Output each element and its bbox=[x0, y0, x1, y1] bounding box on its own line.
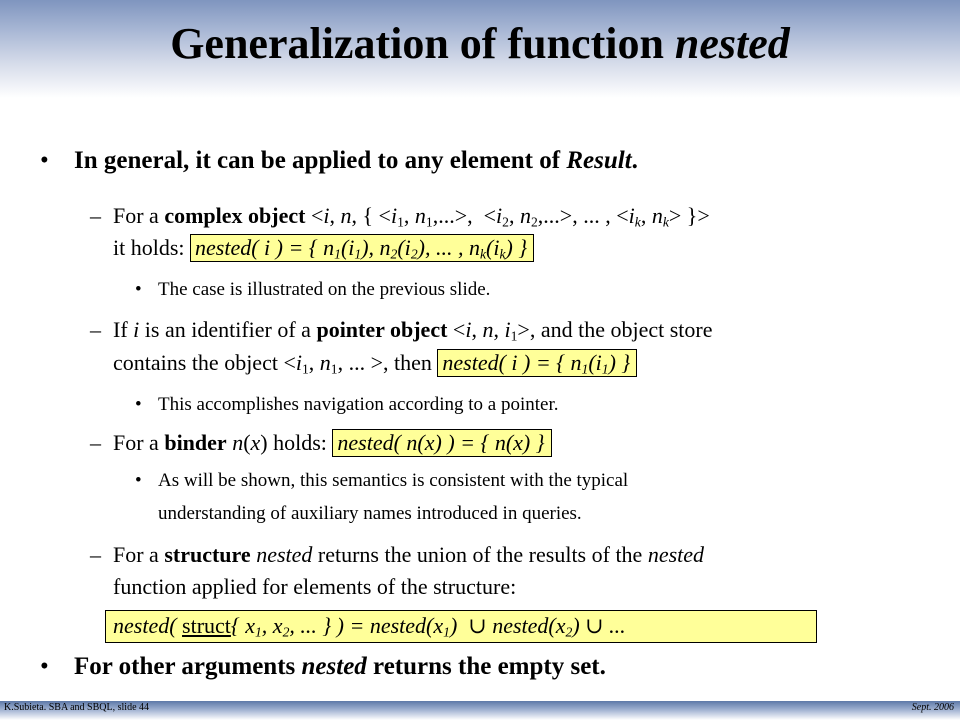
bullet-dot-small: • bbox=[135, 394, 142, 415]
bullet-dot-small: • bbox=[135, 279, 142, 300]
structure-line-1: For a structure nested returns the union of the results of the nested bbox=[113, 542, 705, 567]
formula-binder: nested( n(x) ) = { n(x) } bbox=[332, 429, 551, 457]
bullet-dot: • bbox=[40, 147, 49, 174]
bullet-dot-small: • bbox=[135, 470, 142, 491]
dash-marker: – bbox=[90, 317, 101, 342]
complex-object-holds: it holds: nested( i ) = { $n_1(i_1)$, $n_2(i_2)$, ... , $n_k(i_k)$ } bbox=[113, 235, 534, 261]
footer-date: Sept. 2006 bbox=[911, 702, 954, 713]
bullet-general: In general, it can be applied to any element of Result. bbox=[74, 147, 638, 174]
binder-line: For a binder n(x) holds: nested( n(x) ) = { n(x) } bbox=[113, 430, 552, 456]
pointer-object-contains: contains the object $<i_1$, $n_1$, ... >, then nested( i ) = { $n_1(i_1)$ } bbox=[113, 350, 637, 376]
formula-structure: nested( struct{ $x_1$, $x_2$, ... } ) = $nested(x_1)$ ∪ $nested(x_2)$ ∪ ... bbox=[113, 613, 626, 640]
note-navigation: This accomplishes navigation according to a pointer. bbox=[158, 394, 559, 415]
structure-line-2: function applied for elements of the structure: bbox=[113, 574, 517, 599]
footer-author: K.Subieta. SBA and SBQL, slide 44 bbox=[4, 702, 150, 713]
note-semantics-2: understanding of auxiliary names introduced in queries. bbox=[158, 503, 582, 524]
dash-marker: – bbox=[90, 542, 101, 567]
slide-title: Generalization of function nested bbox=[170, 19, 790, 68]
pointer-object-line: If i is an identifier of a pointer object <i, n, $i_1>$, and the object store bbox=[113, 317, 713, 344]
complex-object-line: For a complex object <i, n, { $<i_1$, $n_1,...>$, $<i_2$, $n_2,...>$, ... , $<i_k$, $n_k>$ }> bbox=[113, 203, 710, 230]
note-previous-slide: The case is illustrated on the previous slide. bbox=[158, 279, 491, 300]
dash-marker: – bbox=[90, 203, 101, 228]
note-semantics-1: As will be shown, this semantics is consistent with the typical bbox=[158, 470, 629, 491]
formula-pointer: nested( i ) = { $n_1(i_1)$ } bbox=[437, 349, 637, 377]
dash-marker: – bbox=[90, 430, 101, 455]
bullet-other-args: For other arguments nested returns the empty set. bbox=[74, 653, 606, 680]
formula-complex: nested( i ) = { $n_1(i_1)$, $n_2(i_2)$, ... , $n_k(i_k)$ } bbox=[190, 234, 534, 262]
bullet-dot: • bbox=[40, 653, 49, 680]
